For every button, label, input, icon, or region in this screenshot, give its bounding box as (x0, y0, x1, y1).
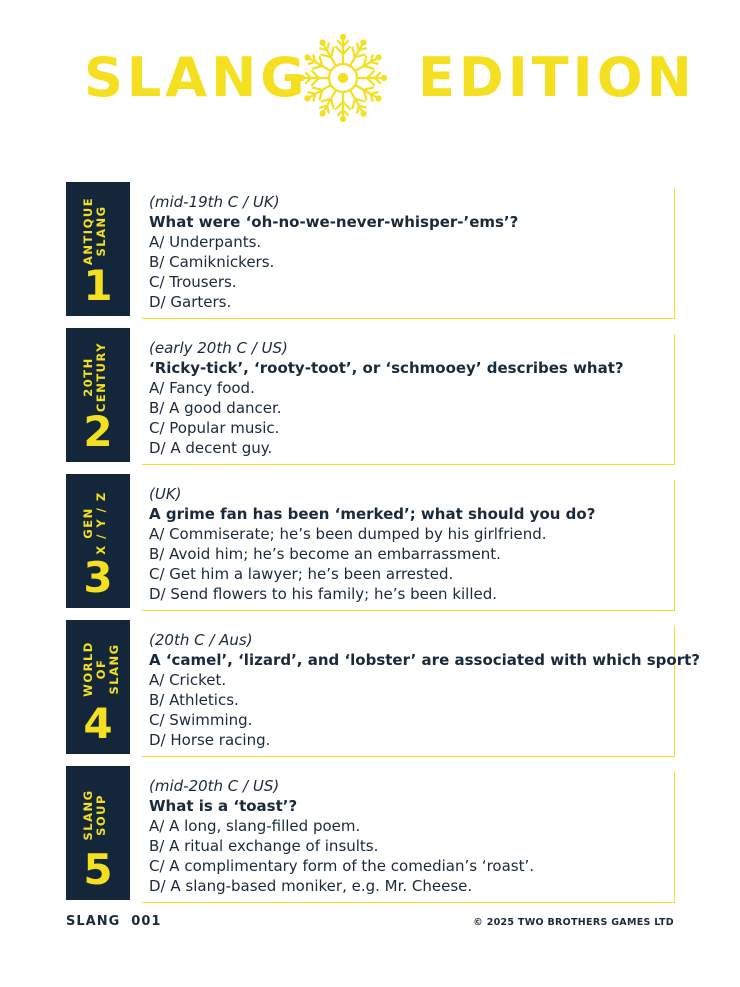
question-box (142, 626, 700, 757)
category-number: 4 (83, 699, 113, 748)
answer-option: B/ Avoid him; he’s become an embarrassment. (149, 545, 501, 563)
question-era: (20th C / Aus) (149, 631, 253, 649)
category-sidebar (66, 766, 130, 900)
answer-option: D/ Garters. (149, 293, 232, 311)
question-era: (mid-19th C / UK) (149, 193, 280, 211)
answer-option: C/ Popular music. (149, 419, 280, 437)
category-sidebar (66, 620, 130, 754)
answer-option: C/ Swimming. (149, 711, 253, 729)
answer-option: D/ A slang-based moniker, e.g. Mr. Cheese. (149, 877, 473, 895)
question-era: (early 20th C / US) (149, 339, 288, 357)
answer-option: A/ Commiserate; he’s been dumped by his girlfriend. (149, 525, 547, 543)
category-label: GEN X / Y / Z (81, 491, 108, 555)
snowflake-emblem-icon (299, 34, 387, 122)
copyright: © 2025 TWO BROTHERS GAMES LTD (473, 917, 674, 928)
answer-option: C/ Trousers. (149, 273, 237, 291)
answer-option: D/ Send flowers to his family; he’s been killed. (149, 585, 498, 603)
answer-option: A/ A long, slang-filled poem. (149, 817, 361, 835)
category-number: 1 (83, 261, 113, 310)
question-section (66, 182, 676, 316)
answer-option: B/ A good dancer. (149, 399, 282, 417)
answer-option: D/ A decent guy. (149, 439, 273, 457)
header (0, 30, 740, 130)
question-text: What were ‘oh-no-we-never-whisper-’ems’? (149, 213, 519, 231)
category-label: ANTIQUE SLANG (81, 196, 108, 266)
question-box (142, 480, 675, 611)
category-label: 20TH CENTURY (81, 341, 108, 413)
question-text: What is a ‘toast’? (149, 797, 298, 815)
category-number: 5 (83, 845, 113, 894)
answer-option: B/ Athletics. (149, 691, 239, 709)
question-box (142, 188, 675, 319)
question-text: A grime fan has been ‘merked’; what should you do? (149, 505, 596, 523)
title-edition: EDITION (418, 46, 696, 109)
answer-option: A/ Fancy food. (149, 379, 255, 397)
question-box (142, 772, 675, 903)
question-text: A ‘camel’, ‘lizard’, and ‘lobster’ are associated with which sport? (149, 651, 700, 669)
question-box (142, 334, 675, 465)
answer-option: A/ Cricket. (149, 671, 227, 689)
title-slang: SLANG (84, 46, 309, 109)
category-sidebar (66, 182, 130, 316)
category-sidebar (66, 474, 130, 608)
answer-option: B/ Camiknickers. (149, 253, 275, 271)
answer-option: A/ Underpants. (149, 233, 262, 251)
category-number: 3 (83, 553, 113, 602)
question-text: ‘Ricky-tick’, ‘rooty-toot’, or ‘schmooey’ describes what? (149, 359, 624, 377)
question-era: (UK) (149, 485, 182, 503)
question-era: (mid-20th C / US) (149, 777, 280, 795)
answer-option: C/ Get him a lawyer; he’s been arrested. (149, 565, 454, 583)
question-section (66, 328, 676, 462)
answer-option: B/ A ritual exchange of insults. (149, 837, 379, 855)
question-section (66, 766, 676, 900)
answer-option: D/ Horse racing. (149, 731, 271, 749)
question-section (66, 620, 700, 754)
category-label: WORLD OF SLANG (81, 641, 121, 697)
category-number: 2 (83, 407, 113, 456)
question-section (66, 474, 676, 608)
category-sidebar (66, 328, 130, 462)
card-id: SLANG 001 (66, 914, 162, 929)
answer-option: C/ A complimentary form of the comedian’s ‘roast’. (149, 857, 535, 875)
category-label: SLANG SOUP (81, 789, 108, 841)
